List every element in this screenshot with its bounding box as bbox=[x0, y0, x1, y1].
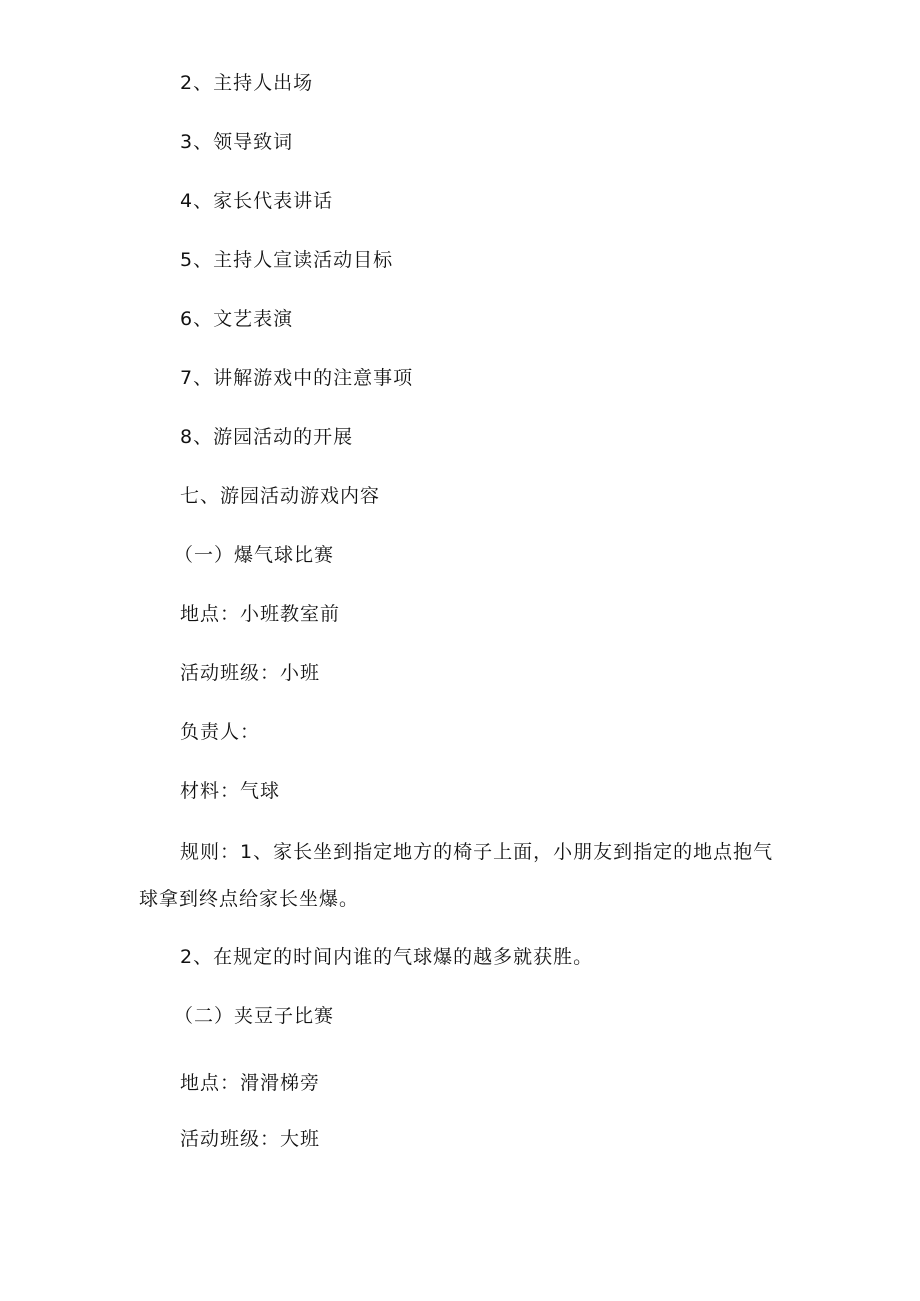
agenda-item-2: 2、主持人出场 bbox=[180, 72, 314, 94]
game-2-location: 地点：滑滑梯旁 bbox=[180, 1072, 321, 1094]
game-1-rule-1: 规则：1、家长坐到指定地方的椅子上面，小朋友到指定的地点抱气 bbox=[180, 841, 774, 863]
game-1-title: （一）爆气球比赛 bbox=[174, 544, 335, 566]
game-2-title: （二）夹豆子比赛 bbox=[174, 1005, 335, 1027]
game-1-person-in-charge: 负责人： bbox=[180, 721, 261, 743]
agenda-item-8: 8、游园活动的开展 bbox=[180, 426, 354, 448]
section-heading: 七、游园活动游戏内容 bbox=[180, 485, 381, 507]
game-1-rule-2: 2、在规定的时间内谁的气球爆的越多就获胜。 bbox=[180, 946, 594, 968]
agenda-item-5: 5、主持人宣读活动目标 bbox=[180, 249, 394, 271]
game-1-rule-1-continued: 球拿到终点给家长坐爆。 bbox=[139, 888, 360, 910]
game-2-class: 活动班级：大班 bbox=[180, 1128, 321, 1150]
game-1-materials: 材料：气球 bbox=[180, 780, 281, 802]
agenda-item-6: 6、文艺表演 bbox=[180, 308, 294, 330]
agenda-item-7: 7、讲解游戏中的注意事项 bbox=[180, 367, 414, 389]
agenda-item-4: 4、家长代表讲话 bbox=[180, 190, 334, 212]
game-1-class: 活动班级：小班 bbox=[180, 662, 321, 684]
agenda-item-3: 3、领导致词 bbox=[180, 131, 294, 153]
game-1-location: 地点：小班教室前 bbox=[180, 603, 341, 625]
